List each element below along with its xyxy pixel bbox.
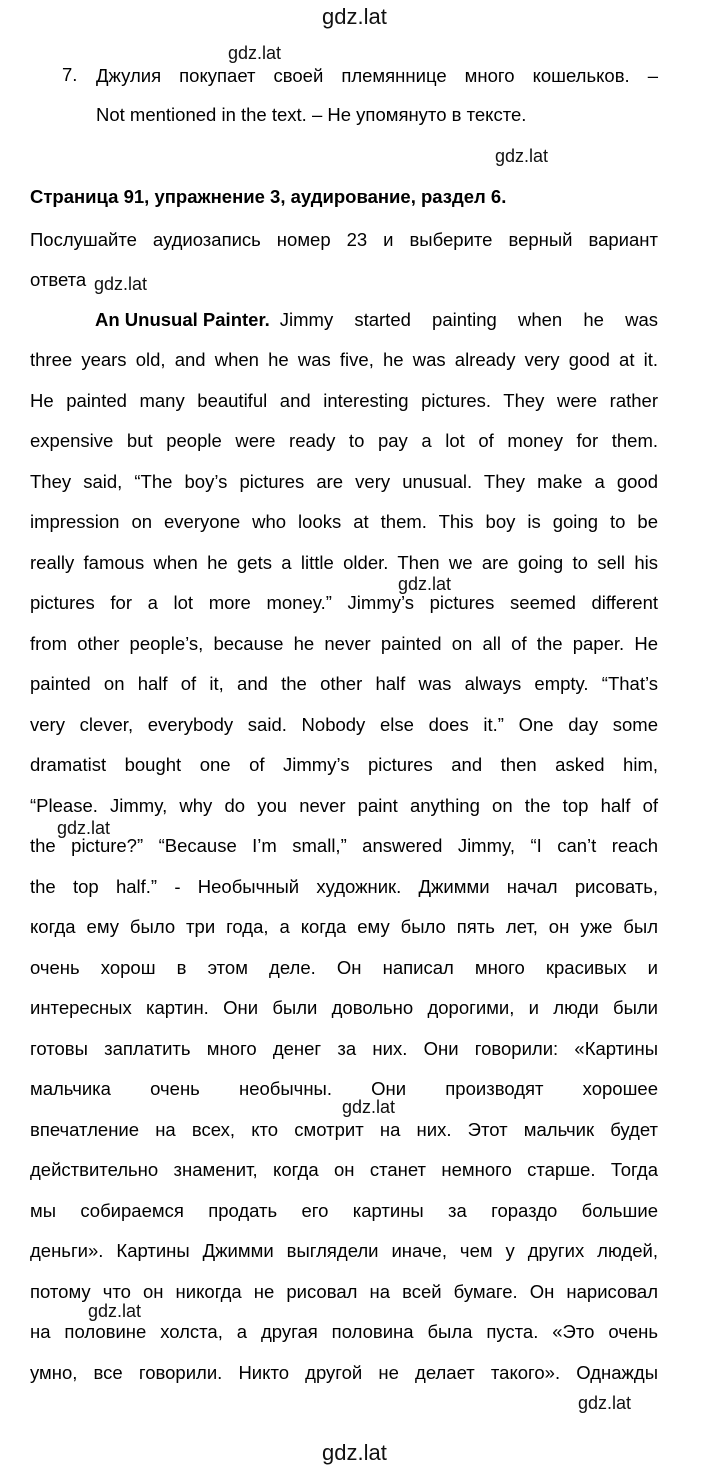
story-line: умно, все говорили. Никто другой не делает такого». Однажды	[30, 1362, 658, 1383]
story-line: готовы заплатить много денег за них. Они говорили: «Картины	[30, 1038, 658, 1059]
story-line: the picture?” “Because I’m small,” answered Jimmy, “I can’t reach	[30, 835, 658, 856]
watermark-bottom: gdz.lat	[322, 1440, 387, 1465]
list-item-number: 7.	[62, 64, 78, 85]
story-line: dramatist bought one of Jimmy’s pictures and then asked him,	[30, 754, 658, 775]
story-line: мы собираемся продать его картины за гораздо большие	[30, 1200, 658, 1221]
story-line: когда ему было три года, а когда ему было пять лет, он уже был	[30, 916, 658, 937]
watermark: gdz.lat	[398, 574, 452, 594]
story-line: impression on everyone who looks at them. This boy is going to be	[30, 511, 658, 532]
story-line: интересных картин. Они были довольно дорогими, и люди были	[30, 997, 658, 1018]
story-line: мальчика очень необычны. Они производят хорошее	[30, 1078, 658, 1099]
story-line: They said, “The boy’s pictures are very unusual. They make a good	[30, 471, 658, 492]
story-line: from other people’s, because he never painted on all of the paper. He	[30, 633, 658, 654]
story-line: очень хорош в этом деле. Он написал много красивых и	[30, 957, 658, 978]
watermark: gdz.lat	[578, 1393, 632, 1413]
story-line: “Please. Jimmy, why do you never paint anything on the top half of	[30, 795, 658, 816]
story-text: Jimmy started painting when he was	[279, 309, 658, 330]
story-line: впечатление на всех, кто смотрит на них. Этот мальчик будет	[30, 1119, 658, 1140]
watermark: gdz.lat	[94, 274, 148, 294]
watermark: gdz.lat	[57, 818, 111, 838]
story-line: потому что он никогда не рисовал на всей бумаге. Он нарисовал	[30, 1281, 658, 1302]
story-line: three years old, and when he was five, he was already very good at it.	[30, 349, 658, 370]
list-item-text: Not mentioned in the text. – Не упомянуто в тексте.	[96, 104, 527, 125]
story-title: An Unusual Painter.	[95, 309, 270, 330]
story-line: pictures for a lot more money.” Jimmy’s pictures seemed different	[30, 592, 658, 613]
story-line: He painted many beautiful and interesting pictures. They were rather	[30, 390, 658, 411]
watermark: gdz.lat	[88, 1301, 142, 1321]
section-heading: Страница 91, упражнение 3, аудирование, раздел 6.	[30, 186, 507, 207]
story-line: действительно знаменит, когда он станет немного старше. Тогда	[30, 1159, 658, 1180]
watermark: gdz.lat	[342, 1097, 396, 1117]
story-line: really famous when he gets a little older. Then we are going to sell his	[30, 552, 658, 573]
story-line: very clever, everybody said. Nobody else does it.” One day some	[30, 714, 658, 735]
story-line: the top half.” - Необычный художник. Джимми начал рисовать,	[30, 876, 658, 897]
instruction-text: ответа	[30, 269, 87, 290]
instruction-text: Послушайте аудиозапись номер 23 и выберите верный вариант	[30, 229, 658, 250]
story-line: на половине холста, а другая половина была пуста. «Это очень	[30, 1321, 658, 1342]
watermark: gdz.lat	[495, 146, 549, 166]
watermark-top: gdz.lat	[322, 4, 387, 29]
story-first-line	[95, 308, 658, 332]
story-line: painted on half of it, and the other half was always empty. “That’s	[30, 673, 658, 694]
watermark: gdz.lat	[228, 43, 282, 63]
story-line: expensive but people were ready to pay a lot of money for them.	[30, 430, 658, 451]
list-item-text: Джулия покупает своей племяннице много кошельков. –	[96, 65, 658, 86]
story-line: деньги». Картины Джимми выглядели иначе, чем у других людей,	[30, 1240, 658, 1261]
